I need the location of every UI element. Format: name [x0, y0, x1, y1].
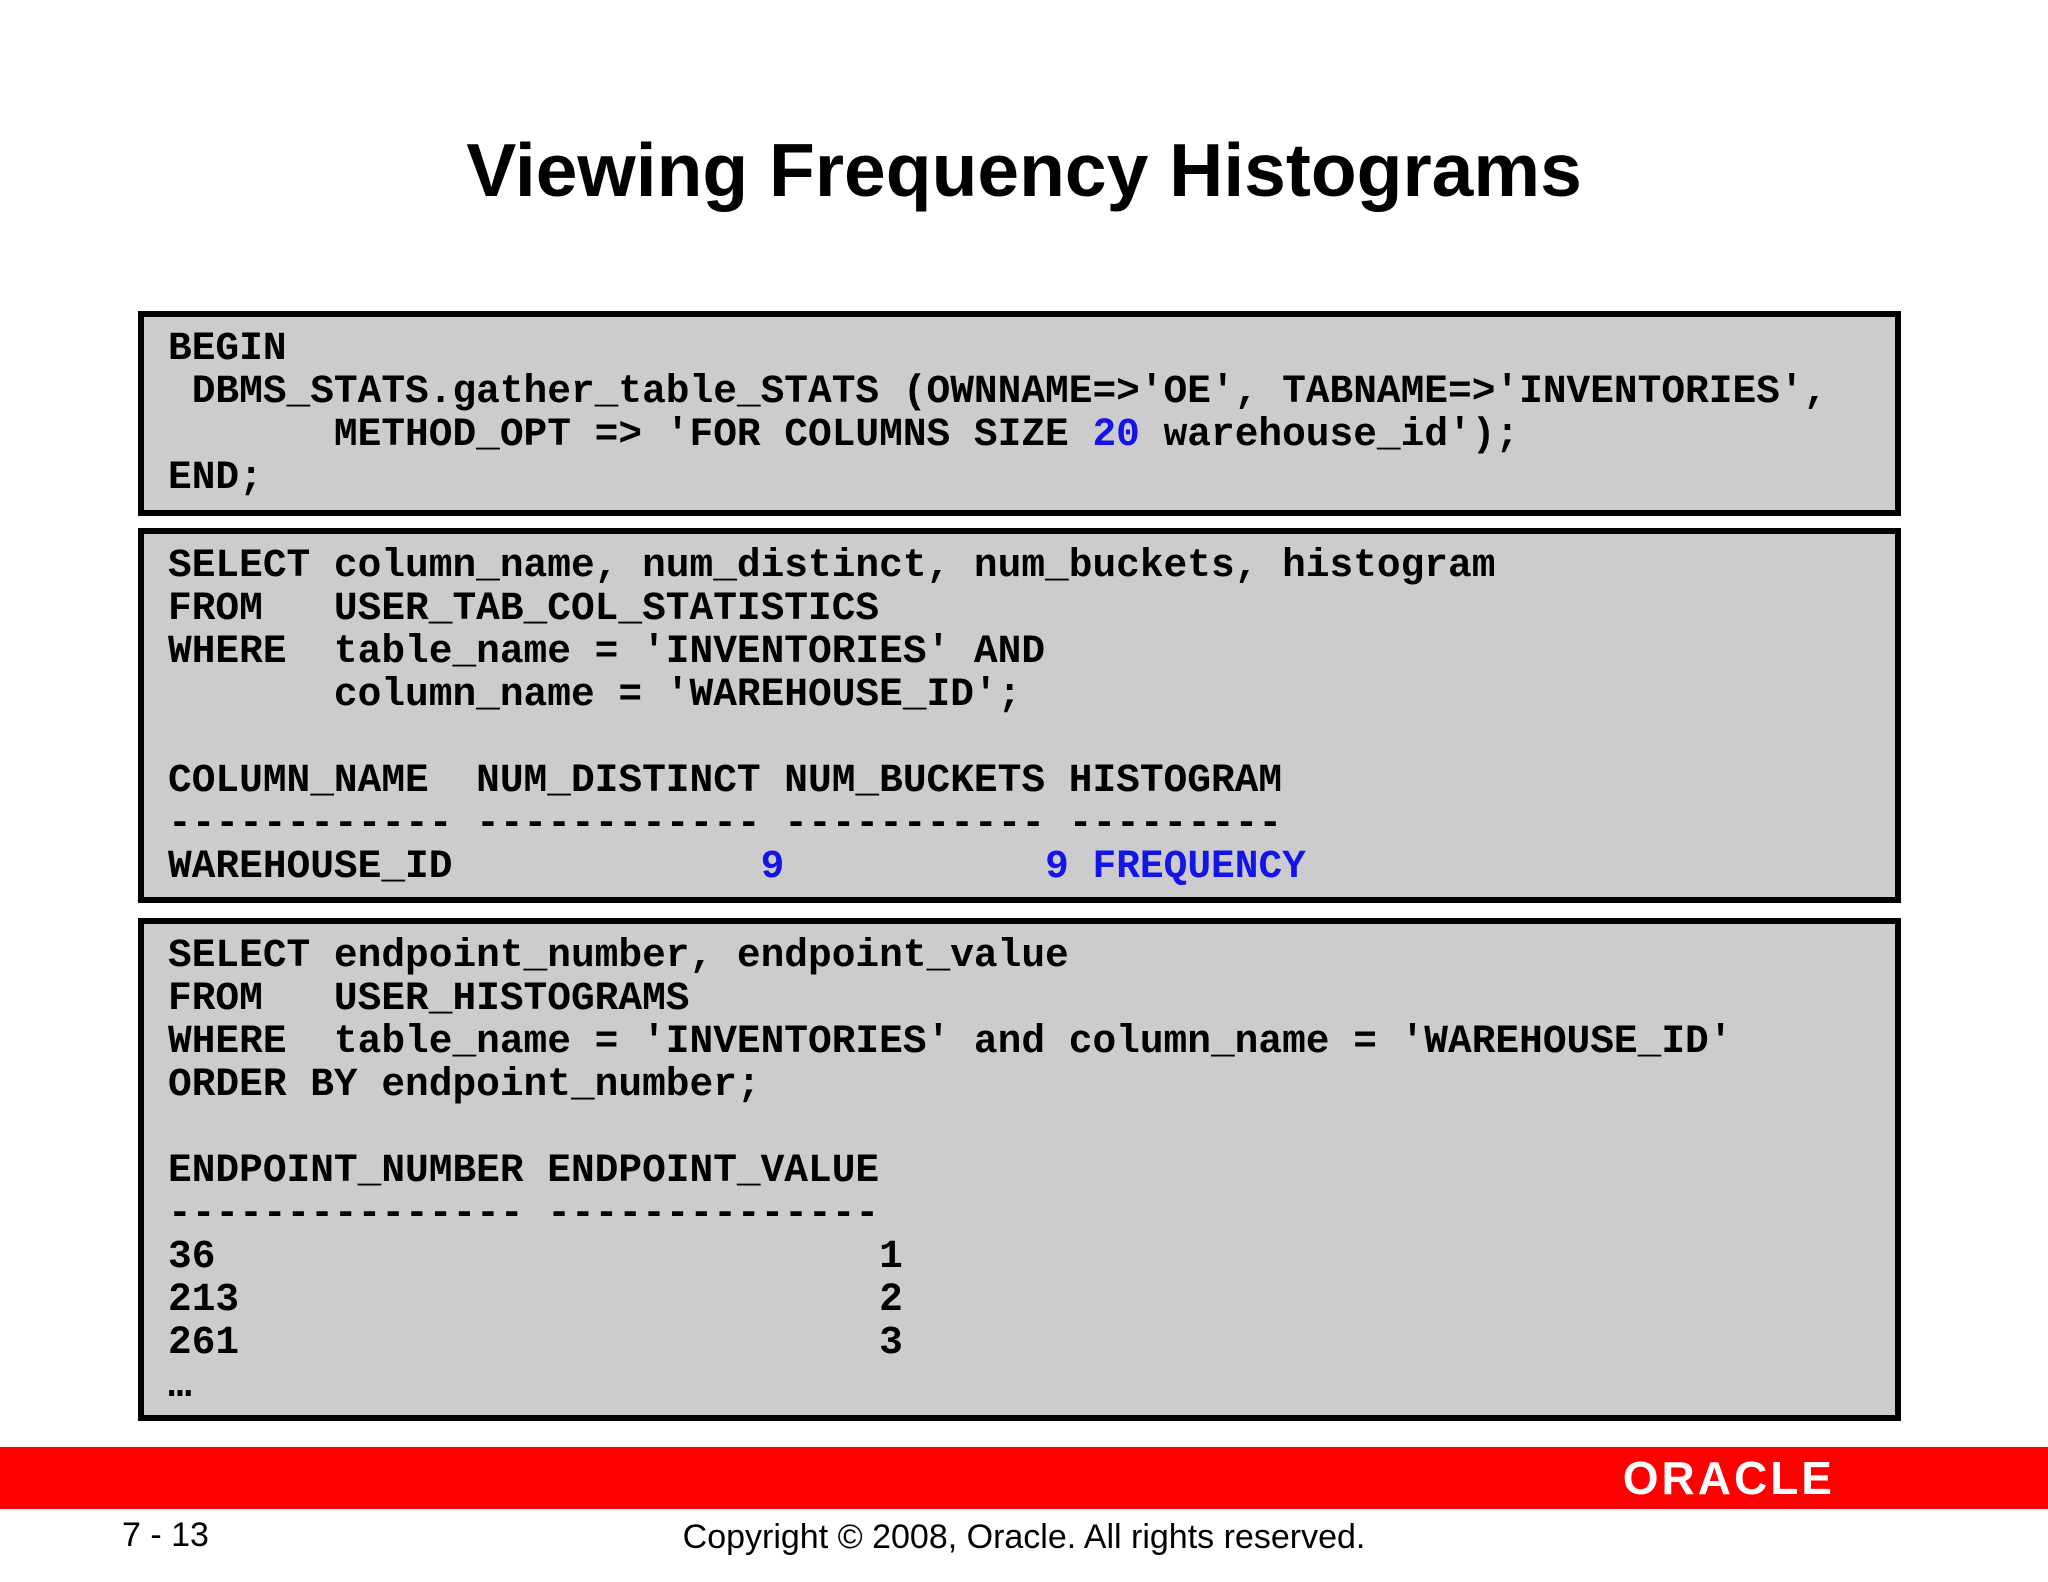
slide-title: Viewing Frequency Histograms [466, 128, 1582, 212]
code-line: DBMS_STATS.gather_table_STATS (OWNNAME=>'OE', TABNAME=>'INVENTORIES', [168, 369, 1828, 414]
endpoint-number: 213 [168, 1277, 240, 1322]
code-block-gather-stats [138, 311, 1901, 516]
result-divider: --------------- -------------- [168, 1191, 880, 1236]
result-divider: ------------ ------------ ----------- --------- [168, 801, 1283, 846]
oracle-logo: ORACLE [1622, 1452, 1835, 1504]
result-header: ENDPOINT_NUMBER ENDPOINT_VALUE [168, 1148, 880, 1193]
page-number: 7 - 13 [122, 1516, 209, 1554]
result-header: COLUMN_NAME NUM_DISTINCT NUM_BUCKETS HISTOGRAM [168, 758, 1283, 803]
code-line: ORDER BY endpoint_number; [168, 1062, 761, 1107]
code-line: FROM USER_TAB_COL_STATISTICS [168, 586, 880, 631]
endpoint-number: 36 [168, 1234, 216, 1279]
footer-red-bar [0, 1447, 2048, 1509]
code-line: WHERE table_name = 'INVENTORIES' and column_name = 'WAREHOUSE_ID' [168, 1019, 1733, 1064]
code-block-histogram-endpoints [138, 918, 1901, 1421]
code-line: END; [168, 455, 263, 500]
endpoint-value: 2 [879, 1277, 903, 1322]
endpoint-value: 3 [879, 1320, 903, 1365]
code-line: SELECT column_name, num_distinct, num_buckets, histogram [168, 543, 1496, 588]
code-line: SELECT endpoint_number, endpoint_value [168, 933, 1069, 978]
highlighted-value: 20 [1092, 412, 1140, 457]
code-line: FROM USER_HISTOGRAMS [168, 976, 690, 1021]
result-histogram: FREQUENCY [1092, 844, 1306, 889]
code-line: BEGIN [168, 326, 287, 371]
result-num-distinct: 9 [760, 844, 785, 889]
code-line: column_name = 'WAREHOUSE_ID'; [168, 672, 1022, 717]
code-line: warehouse_id'); [1139, 412, 1520, 457]
endpoint-number: 261 [168, 1320, 240, 1365]
copyright-notice: Copyright © 2008, Oracle. All rights reserved. [682, 1518, 1366, 1556]
code-line: WHERE table_name = 'INVENTORIES' AND [168, 629, 1046, 674]
result-column-name: WAREHOUSE_ID [168, 844, 453, 889]
code-line: METHOD_OPT => 'FOR COLUMNS SIZE [168, 412, 1093, 457]
result-num-buckets: 9 [1045, 844, 1069, 889]
ellipsis: … [168, 1363, 192, 1408]
endpoint-value: 1 [879, 1234, 903, 1279]
code-block-column-stats [138, 528, 1901, 903]
